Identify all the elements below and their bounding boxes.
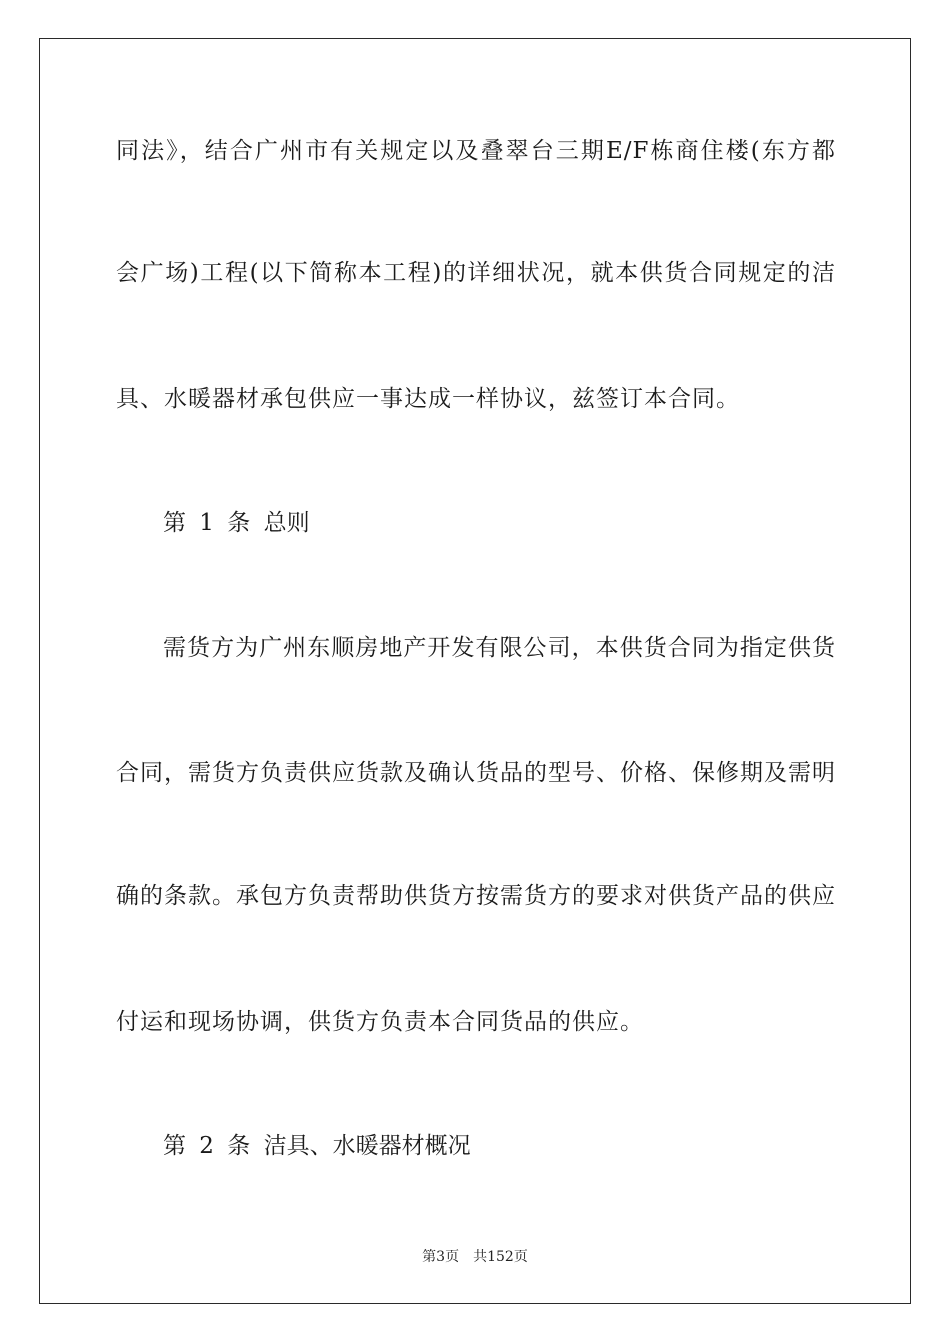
body-text-line: 同法》，结合广州市有关规定以及叠翠台三期E/F栋商住楼(东方都 <box>116 138 836 164</box>
body-text-line: 会广场)工程(以下简称本工程)的详细状况，就本供货合同规定的洁 <box>116 260 836 286</box>
body-text-line: 确的条款。承包方负责帮助供货方按需货方的要求对供货产品的供应 <box>116 883 836 909</box>
page-number: 第3页 <box>422 1249 460 1265</box>
body-text-line: 合同，需货方负责供应货款及确认货品的型号、价格、保修期及需明 <box>116 760 836 786</box>
section-heading: 第 2 条 洁具、水暖器材概况 <box>163 1133 471 1159</box>
page-total: 共152页 <box>473 1249 528 1265</box>
body-text-line: 需货方为广州东顺房地产开发有限公司，本供货合同为指定供货 <box>163 635 836 661</box>
body-text-line: 付运和现场协调，供货方负责本合同货品的供应。 <box>116 1009 644 1035</box>
page-border <box>39 38 911 1304</box>
body-text-line: 具、水暖器材承包供应一事达成一样协议，兹签订本合同。 <box>116 386 740 412</box>
page-footer <box>0 1248 950 1266</box>
section-heading: 第 1 条 总则 <box>163 510 310 536</box>
